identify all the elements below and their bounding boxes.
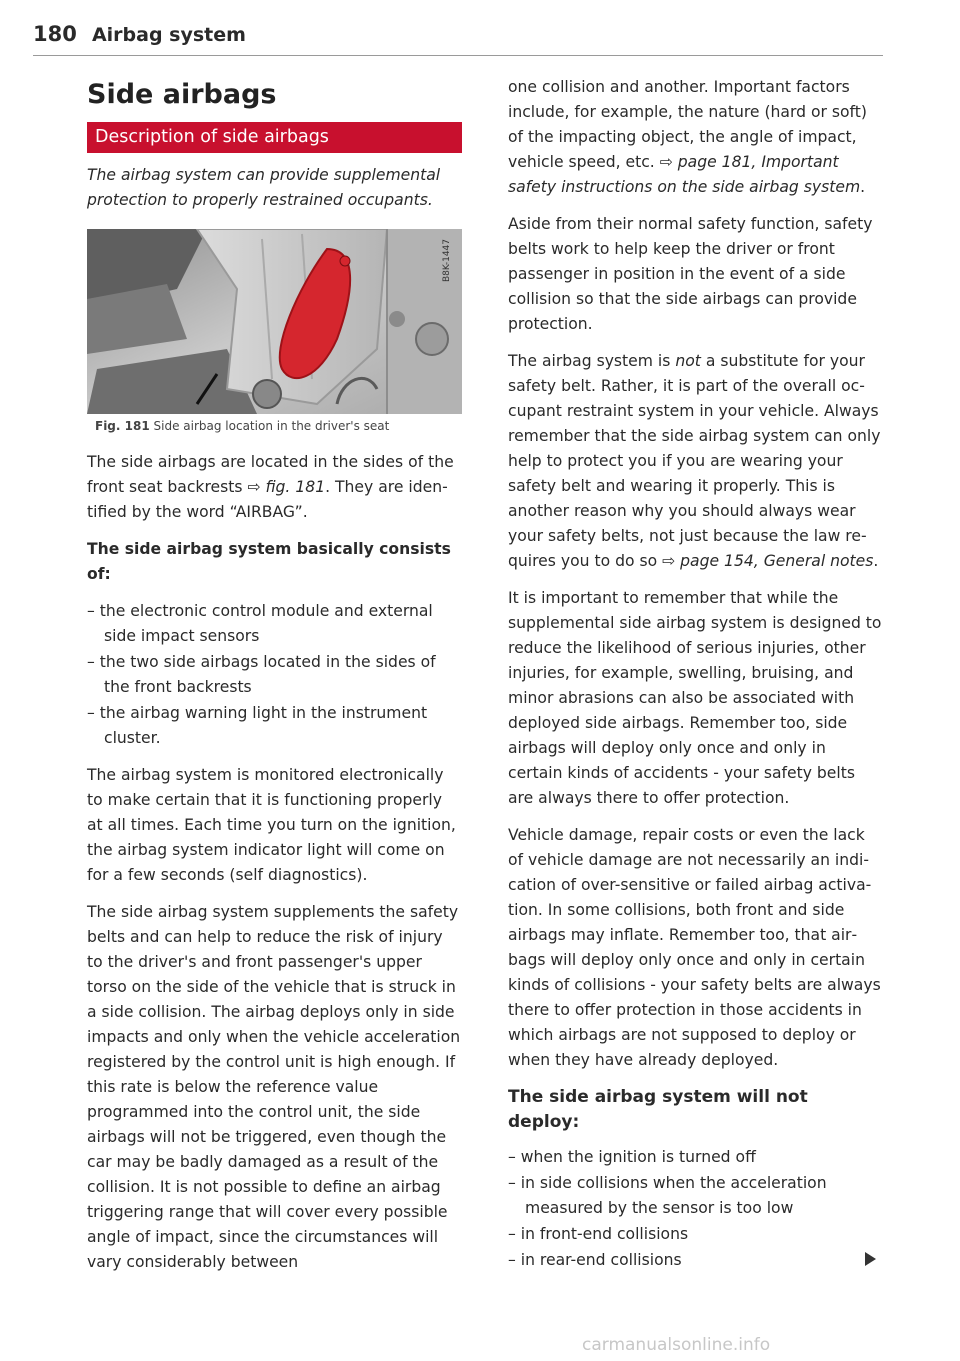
figure-caption	[95, 418, 462, 434]
injuries-paragraph: It is important to remember that while the supplemental side airbag system is designed to reduce the likelihood of serious injuries, other injuries, for example, swelling, bruising, and minor abrasions can also be associated with deployed side airbags. Remember too, side airbags will deploy only once and only in certain kinds of accidents - your safety belts are always there to offer protection.	[508, 589, 882, 807]
figure-link[interactable]: ⇨ fig. 181	[247, 478, 326, 496]
list-item: – the two side airbags located in the sides of the front backrests	[87, 653, 436, 696]
consists-list	[87, 599, 462, 751]
substitute-text-mid: a substitute for your safety belt. Rather, it is part of the overall occupant restraint system in your vehicle. Always remember that the side airbag system can only help to protect you if you are wearing your safety belt and wearing it properly. This is another reason why you should always wear your safety belts, not just because the law requires you to do so	[508, 352, 881, 570]
section-title: Airbag system	[91, 24, 246, 46]
list-item: – the electronic control module and external side impact sensors	[87, 602, 433, 645]
seat-illustration	[87, 229, 462, 414]
monitoring-paragraph: The airbag system is monitored electronically to make certain that it is functioning properly at all times. Each time you turn on the ignition, the airbag system indicator light will come on for a few seconds (self diagnostics).	[87, 766, 456, 884]
factors-text-end: .	[860, 178, 866, 196]
location-text-end: . They are identified by the word “AIRBAG”.	[87, 478, 448, 521]
page-181-link[interactable]: ⇨ page 181, Important safety instructions on the side airbag system	[508, 153, 861, 196]
not-emphasis: not	[675, 352, 701, 370]
page-title: Side airbags	[87, 79, 277, 110]
continue-arrow-icon	[865, 1252, 876, 1266]
page-header	[33, 22, 883, 46]
list-item: – the airbag warning light in the instrument cluster.	[87, 704, 428, 747]
not-deploy-heading: The side airbag system will not deploy:	[508, 1087, 808, 1132]
watermark: carmanualsonline.info	[582, 1335, 771, 1355]
left-column	[87, 75, 462, 1287]
intro-text: The airbag system can provide supplemental protection to properly restrained occupants.	[87, 166, 441, 209]
factors-paragraph	[508, 75, 883, 200]
substitute-paragraph	[508, 349, 883, 574]
figure-caption-text: Side airbag location in the driver's seat	[153, 419, 390, 433]
substitute-text-end: .	[873, 552, 879, 570]
right-column	[508, 75, 883, 1285]
not-deploy-list	[508, 1145, 883, 1273]
figure-caption-label: Fig. 181	[95, 419, 150, 433]
consists-heading: The side airbag system basically consists of:	[87, 540, 451, 583]
supplement-paragraph: The side airbag system supplements the safety belts and can help to reduce the risk of injury to the driver's and front passenger's upper torso on the side of the vehicle that is struck in a side collision. The airbag deploys only in side impacts and only when the vehicle acceleration registered by the control unit is high enough. If this rate is below the reference value programmed into the control unit, the side airbags will not be triggered, even though the car may be badly damaged as a result of the collision. It is not possible to define an airbag triggering range that will cover every possible angle of impact, since the circumstances will vary considerably between	[87, 903, 461, 1271]
list-item: – in side collisions when the acceleration measured by the sensor is too low	[508, 1174, 827, 1217]
seat-airbag-figure	[87, 229, 462, 414]
page-number: 180	[33, 22, 77, 46]
factors-text: one collision and another. Important factors include, for example, the nature (hard or soft) of the impacting object, the angle of impact, vehicle speed, etc.	[508, 78, 867, 171]
substitute-text: The airbag system is	[508, 352, 676, 370]
list-item: – in rear-end collisions	[508, 1251, 682, 1269]
belts-paragraph: Aside from their normal safety function, safety belts work to help keep the driver or front passenger in position in the event of a side collision so that the side airbags can provide protection.	[508, 215, 873, 333]
section-banner: Description of side airbags	[87, 122, 462, 153]
figure-code: B8K-1447	[442, 239, 452, 283]
location-text: The side airbags are located in the sides of the front seat backrests	[87, 453, 454, 496]
page-154-link[interactable]: ⇨ page 154, General notes	[662, 552, 874, 570]
list-item: – in front-end collisions	[508, 1225, 689, 1243]
header-rule	[33, 55, 883, 56]
list-item: – when the ignition is turned off	[508, 1148, 756, 1166]
location-paragraph	[87, 450, 462, 525]
damage-paragraph: Vehicle damage, repair costs or even the lack of vehicle damage are not necessarily an indication of over-sensitive or failed airbag activation. In some collisions, both front and side airbags may inflate. Remember too, that airbags will deploy only once and only in certain kinds of collisions - your safety belts are always there to offer protection in those accidents in which airbags are not supposed to deploy or when they have already deployed.	[508, 826, 881, 1069]
